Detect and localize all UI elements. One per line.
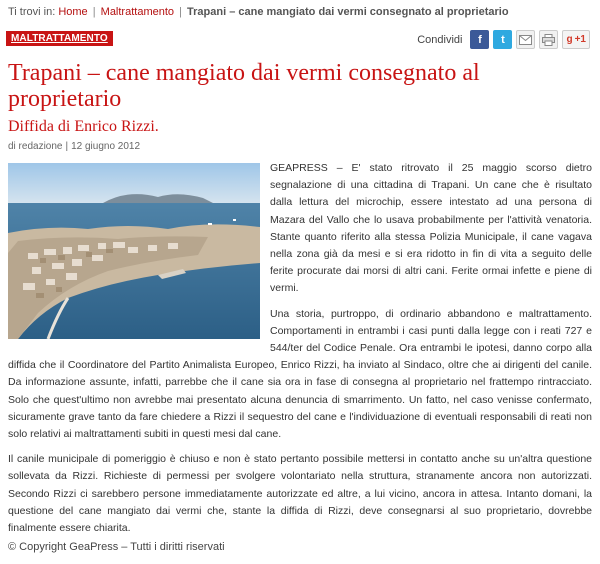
paragraph-1: GEAPRESS – E' stato ritrovato il 25 maggio scorso dietro segnalazione di una cittadina di Trapani. Un cane che è risultato dalla lettura del microchip, essere intestato ad una persona di Mazara del Vallo che lo usava probabilmente per l'attività venatoria. Stante quanto riferito alla stessa Polizia Municipale, il cane vagava nella zona già da mesi e si era ridotto in fin di vita a seguito delle ferite procurate dai morsi di altri cani. Ferite ormai infette e piene di vermi. (270, 162, 592, 295)
category-badge[interactable]: MALTRATTAMENTO (6, 31, 113, 46)
article-photo (8, 163, 260, 339)
breadcrumb-current: Trapani – cane mangiato dai vermi consegnato al proprietario (187, 6, 509, 18)
breadcrumb-home-link[interactable]: Home (58, 6, 88, 18)
breadcrumb-prefix: Ti trovi in: (8, 6, 56, 18)
email-icon[interactable] (516, 30, 535, 49)
article-subtitle: Diffida di Enrico Rizzi. (8, 118, 159, 135)
share-bar (417, 30, 590, 49)
breadcrumb (8, 6, 593, 18)
breadcrumb-category-link[interactable]: Maltrattamento (100, 6, 175, 18)
facebook-icon[interactable]: f (470, 30, 489, 49)
article-title: Trapani – cane mangiato dai vermi consegnato al proprietario (8, 60, 480, 112)
google-plus-label: +1 (574, 34, 586, 45)
share-label: Condividi (417, 33, 463, 46)
google-plus-icon: g (566, 34, 573, 45)
article-author: di redazione (8, 141, 63, 152)
article-meta: di redazione | 12 giugno 2012 (8, 141, 141, 152)
paragraph-2: Una storia, purtroppo, di ordinario abbandono e maltrattamento. Comportamenti in entrambi i casi punti dalla legge con i reati 727 e 544/ter del Codice Penale. Ora entrambi le ipotesi, danno corpo alla diffida che il Coordinatore del Partito Animalista Europeo, Enrico Rizzi, ha inviato al Sindaco, oltre che ai dirigenti del canile. Da informazione assunte, infatti, parrebbe che il cane sia ora in fase di consegna al proprietario nel frattempo rintracciato. Solo che quest'ultimo non avrebbe mai presentato alcuna denuncia di smarrimento. Un fatto, nel caso venisse confermato, sicuramente grave tanto da fare chiedere a Rizzi il sequestro del cane e l'individuazione di eventuali responsabili di reati non solo relativi ai maltrattamenti subiti in questi mesi dal cane. (8, 307, 592, 441)
paragraph-3: Il canile municipale di pomeriggio è chiuso e non è stato pertanto possibile mettersi in contatto anche su un'altra questione sollevata da Rizzi. Richieste di permessi per svolgere volontariato nella struttura, stranamente ancora non autorizzati. Secondo Rizzi ci sarebbero persone immediatamente autorizzate ed altre, a lui vicino, ancora in attesa. Intanto domani, la questione del cane mangiato dai vermi che, stante la diffida di Rizzi, deve consegnarsi al suo proprietario, dovrebbe finalmente essere chiarita. (8, 453, 592, 535)
breadcrumb-separator: | (92, 6, 96, 18)
breadcrumb-separator: | (179, 6, 182, 18)
twitter-icon[interactable]: t (493, 30, 512, 49)
copyright-text: © Copyright GeaPress – Tutti i diritti riservati (8, 541, 225, 553)
print-icon[interactable] (539, 30, 558, 49)
article-date: 12 giugno 2012 (71, 141, 141, 152)
google-plus-button[interactable] (562, 30, 590, 49)
